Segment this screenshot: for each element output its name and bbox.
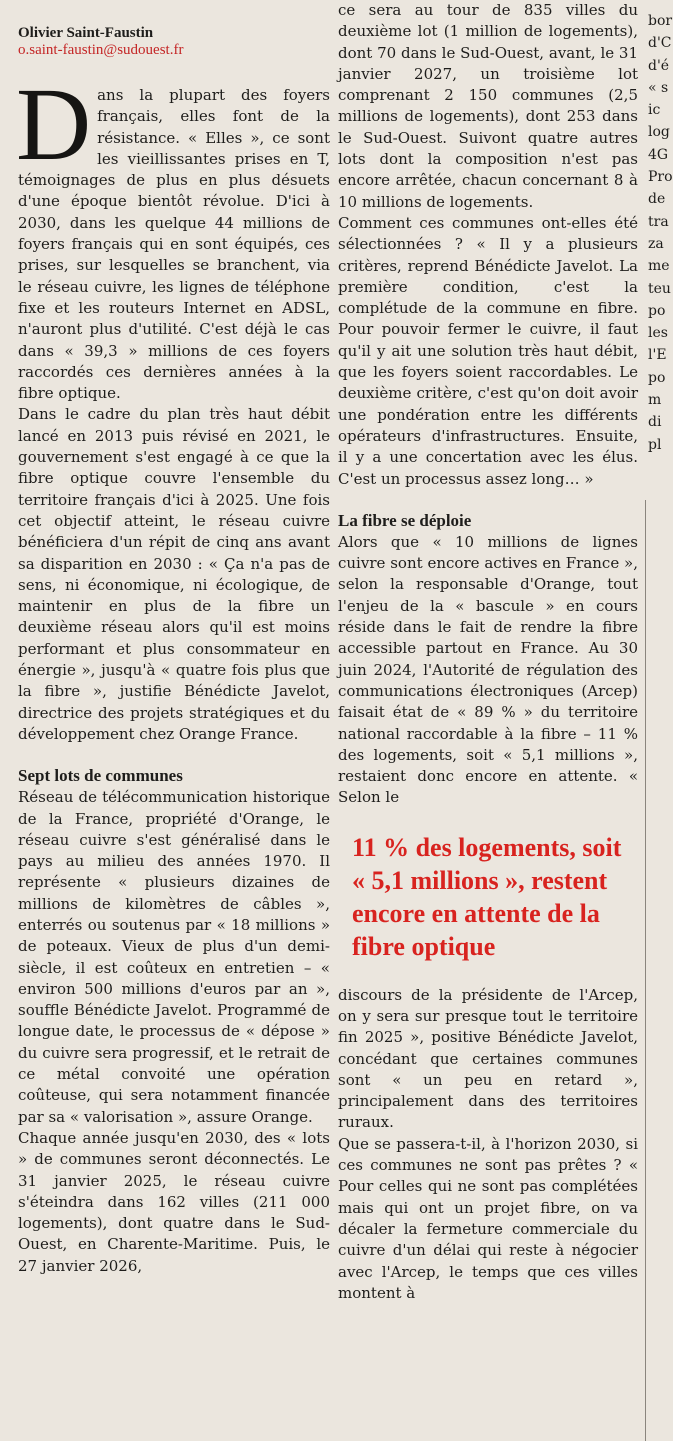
subheading: Sept lots de communes [18,766,183,786]
intro-text: ans la plupart des foyers français, elles font de la résistance. « Elles », ce sont les vieillissantes prises en T, témoignages de plus en plus désuets d'une époque bientôt révolue. D'ici à 2030, dans les quelque 44 millions de foyers français qui en sont équipés, ces prises, sur lesquelles se branchent, via le réseau cuivre, les lignes de téléphone fixe et les routeurs Internet en ADSL, n'auront plus d'utilité. C'est déjà le cas dans « 39,3 » millions de ces foyers raccordés ces dernières années à la fibre optique. [18,86,330,403]
word-fragment: teu [648,280,671,297]
word-fragment: po [648,302,666,319]
word-fragment: di [648,414,662,431]
paragraph: Dans le cadre du plan très haut débit lancé en 2013 puis révisé en 2021, le gouvernement s'est engagé à ce que la fibre optique couvre l'ensemble du territoire français d'ici à 2025. Une fois cet objectif atteint, le réseau cuivre bénéficiera d'un répit de cinq ans avant sa disparition en 2030 : « Ça n'a pas de sens, ni économique, ni écologique, de maintenir en plus de la fibre un deuxième réseau alors qu'il est moins performant et plus consommateur en énergie », jusqu'à « quatre fois plus que la fibre », justifie Bénédicte Javelot, directrice des projets stratégiques et du développement chez Orange France. [18,405,330,743]
paragraph: Chaque année jusqu'en 2030, des « lots » de communes seront déconnectés. Le 31 janvier 2025, le réseau cuivre s'éteindra dans 162 villes (211 000 logements), dont quatre dans le Sud-Ouest, en Charente-Maritime. Puis, le 27 janvier 2026, [18,1128,330,1275]
author-name: Olivier Saint-Faustin [18,25,154,41]
word-fragment: pl [648,436,662,453]
article-column-2 [338,0,638,1441]
paragraph: Alors que « 10 millions de lignes cuivre sont encore actives en France », selon la responsable d'Orange, tout l'enjeu de la « bascule » en cours réside dans le fait de rendre la fibre accessible partout en France. Au 30 juin 2024, l'Autorité de régulation des communications électroniques (Arcep) faisait état de « 89 % » du territoire national raccordable à la fibre – 11 % des logements, soit « 5,1 millions », restaient donc encore en attente. « Selon le [338,532,638,807]
intro-paragraph [16,67,330,404]
pull-quote: 11 % des logements, soit « 5,1 millions », restent encore en attente de la fibre optique [352,832,622,961]
paragraph: Réseau de télécommunication historique de la France, propriété d'Orange, le réseau cuivre s'est généralisé dans le pays au milieu des années 1970. Il représente « plusieurs dizaines de millions de kilomètres de câbles », enterrés ou soutenus par « 18 millions » de poteaux. Vieux de plus d'un demi-siècle, il est coûteux en entretien – « environ 500 millions d'euros par an », souffle Bénédicte Javelot. Programmé de longue date, le processus de « dépose » du cuivre sera progressif, et le retrait de ce métal convoité une opération coûteuse, qui sera notamment financée par sa « valorisation », assure Orange. [18,788,330,1126]
word-fragment: po [648,369,666,386]
paragraph: discours de la présidente de l'Arcep, on y sera sur presque tout le territoire fin 2025 », positive Bénédicte Javelot, concédant que certaines communes sont « un peu en retard », principalement dans des territoires ruraux. [338,985,638,1132]
word-fragment: me [648,258,670,275]
word-fragment: d'C [648,35,672,52]
word-fragment: de [648,191,666,208]
word-fragment: za [648,235,664,252]
article-column-1 [18,0,330,1441]
word-fragment: 4G [648,146,669,163]
word-fragment: Pro [648,169,673,186]
word-fragment: d'é [648,57,670,74]
drop-cap: D [16,67,92,182]
word-fragment: les [648,325,668,342]
word-fragment: ic [648,102,661,119]
word-fragment: log [648,124,670,141]
word-fragment: m [648,392,662,409]
paragraph: Comment ces communes ont-elles été sélectionnées ? « Il y a plusieurs critères, reprend Bénédicte Javelot. La première condition, c'est la complétude de la commune en fibre. Pour pouvoir fermer le cuivre, il faut qu'il y ait une solution très haut débit, que les foyers soient raccordables. Le deuxième critère, c'est qu'on doit avoir une pondération entre les différents opérateurs d'infrastructures. Ensuite, il y a une concertation avec les élus. C'est un processus assez long… » [338,213,638,488]
word-fragment: tra [648,213,669,230]
paragraph: Que se passera-t-il, à l'horizon 2030, si ces communes ne sont pas prêtes ? « Pour celles qui ne sont pas complétées mais qui ont un projet fibre, on va décaler la fermeture commerciale du cuivre d'un délai qui reste à négocier avec l'Arcep, le temps que ces villes montent à [338,1134,638,1302]
word-fragment: l'E [648,347,667,364]
paragraph: ce sera au tour de 835 villes du deuxième lot (1 million de logements), dont 70 dans le Sud-Ouest, avant, le 31 janvier 2027, un troisième lot comprenant 2 150 communes (2,5 millions de logements), dont 253 dans le Sud-Ouest. Suivont quatre autres lots dont la composition n'est pas encore arrêtée, chacun concernant 8 à 10 millions de logements. [338,1,638,211]
word-fragment: bor [648,13,673,29]
subheading: La fibre se déploie [338,510,472,530]
word-fragment: « s [648,79,669,96]
article-column-3-cut [645,0,673,1441]
author-email[interactable]: o.saint-faustin@sudouest.fr [18,42,184,58]
column-rule [645,500,646,1441]
